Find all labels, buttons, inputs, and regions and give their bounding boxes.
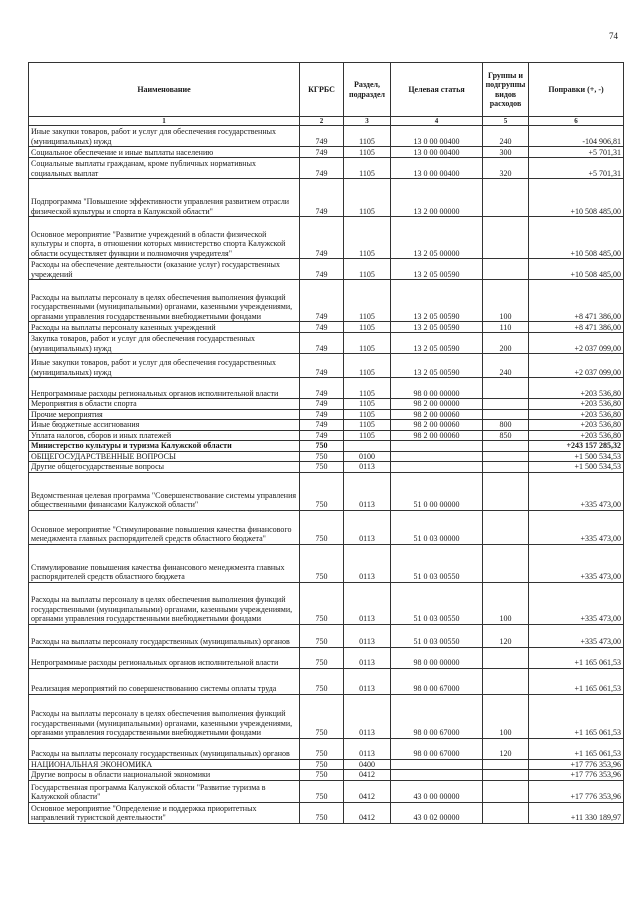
row-group: 300 <box>483 147 529 158</box>
row-name: Расходы на выплаты персоналу государственных (муниципальных) органов <box>29 738 300 759</box>
row-section: 1105 <box>344 179 391 217</box>
row-name: Закупка товаров, работ и услуг для обеспечения государственных (муниципальных) нужд <box>29 333 300 354</box>
column-index: 4 <box>391 117 483 126</box>
row-kgrbs: 749 <box>300 322 344 333</box>
row-section: 0113 <box>344 472 391 510</box>
row-amount: +8 471 386,00 <box>529 322 624 333</box>
row-group: 200 <box>483 333 529 354</box>
row-group: 110 <box>483 322 529 333</box>
row-section: 1105 <box>344 280 391 322</box>
row-kgrbs: 749 <box>300 179 344 217</box>
row-target: 13 2 05 00590 <box>391 280 483 322</box>
row-kgrbs: 749 <box>300 333 344 354</box>
header-kgrbs: КГРБС <box>300 63 344 117</box>
row-kgrbs: 750 <box>300 624 344 647</box>
row-target: 51 0 00 00000 <box>391 472 483 510</box>
row-target: 98 2 00 00060 <box>391 420 483 431</box>
table-row <box>29 510 624 544</box>
row-name: Уплата налогов, сборов и иных платежей <box>29 430 300 441</box>
row-kgrbs: 750 <box>300 802 344 823</box>
row-group: 100 <box>483 694 529 738</box>
row-section: 1105 <box>344 333 391 354</box>
table-row <box>29 430 624 441</box>
row-name: НАЦИОНАЛЬНАЯ ЭКОНОМИКА <box>29 759 300 770</box>
row-group <box>483 472 529 510</box>
row-amount: +5 701,31 <box>529 158 624 179</box>
row-name: Расходы на выплаты персоналу в целях обеспечения выполнения функций государственными (муниципальными) органами, казенными учреждениями, органами управления государственными внебюджетными фондами <box>29 280 300 322</box>
table-row <box>29 147 624 158</box>
row-target: 51 0 03 00550 <box>391 544 483 582</box>
table-row <box>29 409 624 420</box>
row-kgrbs: 750 <box>300 582 344 624</box>
row-group <box>483 409 529 420</box>
table-row <box>29 544 624 582</box>
table-row <box>29 668 624 694</box>
table-row <box>29 694 624 738</box>
row-target: 98 0 00 00000 <box>391 647 483 668</box>
column-index: 6 <box>529 117 624 126</box>
row-target: 98 2 00 00060 <box>391 409 483 420</box>
table-row <box>29 399 624 410</box>
row-kgrbs: 750 <box>300 544 344 582</box>
row-name: Подпрограмма "Повышение эффективности управления развитием отрасли физической культуры и спорта в Калужской области" <box>29 179 300 217</box>
row-amount: +243 157 285,32 <box>529 441 624 452</box>
row-amount: +203 536,80 <box>529 378 624 399</box>
row-name: Ведомственная целевая программа "Совершенствование системы управления общественными финансами Калужской области" <box>29 472 300 510</box>
row-kgrbs: 750 <box>300 441 344 452</box>
row-group <box>483 378 529 399</box>
row-section: 0412 <box>344 780 391 802</box>
row-name: Расходы на выплаты персоналу государственных (муниципальных) органов <box>29 624 300 647</box>
row-group <box>483 668 529 694</box>
row-target: 13 0 00 00400 <box>391 147 483 158</box>
header-name: Наименование <box>29 63 300 117</box>
row-section: 1105 <box>344 217 391 259</box>
row-target: 13 2 05 00590 <box>391 354 483 378</box>
header-amount: Поправки (+, -) <box>529 63 624 117</box>
row-kgrbs: 749 <box>300 430 344 441</box>
row-section: 0113 <box>344 582 391 624</box>
row-section: 0113 <box>344 510 391 544</box>
row-amount: +17 776 353,96 <box>529 780 624 802</box>
table-row <box>29 802 624 823</box>
row-name: Расходы на выплаты персоналу казенных учреждений <box>29 322 300 333</box>
row-group <box>483 399 529 410</box>
row-name: Иные бюджетные ассигнования <box>29 420 300 431</box>
table-row <box>29 624 624 647</box>
row-target: 98 2 00 00000 <box>391 399 483 410</box>
table-row <box>29 179 624 217</box>
row-kgrbs: 749 <box>300 217 344 259</box>
row-kgrbs: 749 <box>300 354 344 378</box>
row-group <box>483 259 529 280</box>
row-name: Социальное обеспечение и иные выплаты населению <box>29 147 300 158</box>
table-header-row <box>29 63 624 117</box>
table-row <box>29 770 624 781</box>
row-target: 98 2 00 00060 <box>391 430 483 441</box>
column-index: 5 <box>483 117 529 126</box>
row-name: Министерство культуры и туризма Калужской области <box>29 441 300 452</box>
row-amount: +2 037 099,00 <box>529 354 624 378</box>
table-row <box>29 472 624 510</box>
row-amount: +1 165 061,53 <box>529 668 624 694</box>
row-target: 98 0 00 67000 <box>391 694 483 738</box>
row-kgrbs: 750 <box>300 451 344 462</box>
row-group <box>483 780 529 802</box>
row-kgrbs: 750 <box>300 694 344 738</box>
row-amount: +1 165 061,53 <box>529 694 624 738</box>
row-group <box>483 179 529 217</box>
row-section: 1105 <box>344 259 391 280</box>
row-target: 43 0 02 00000 <box>391 802 483 823</box>
row-section: 1105 <box>344 409 391 420</box>
row-amount: +203 536,80 <box>529 420 624 431</box>
row-group <box>483 462 529 473</box>
row-group: 850 <box>483 430 529 441</box>
row-group: 120 <box>483 738 529 759</box>
row-section: 0113 <box>344 647 391 668</box>
table-row <box>29 647 624 668</box>
column-index: 1 <box>29 117 300 126</box>
row-section: 0113 <box>344 668 391 694</box>
row-name: Мероприятия в области спорта <box>29 399 300 410</box>
table-body <box>29 126 624 824</box>
row-group <box>483 759 529 770</box>
row-amount: +203 536,80 <box>529 399 624 410</box>
table-row <box>29 780 624 802</box>
table-row <box>29 378 624 399</box>
row-name: Прочие мероприятия <box>29 409 300 420</box>
table-row <box>29 217 624 259</box>
row-section: 1105 <box>344 322 391 333</box>
row-section: 1105 <box>344 147 391 158</box>
header-group: Группы и подгруппы видов расходов <box>483 63 529 117</box>
row-group <box>483 451 529 462</box>
row-target <box>391 462 483 473</box>
row-section: 1105 <box>344 354 391 378</box>
row-section: 1105 <box>344 430 391 441</box>
row-section: 0100 <box>344 451 391 462</box>
row-amount: +5 701,31 <box>529 147 624 158</box>
row-amount: +10 508 485,00 <box>529 217 624 259</box>
row-section: 0113 <box>344 544 391 582</box>
row-group: 240 <box>483 354 529 378</box>
row-name: Расходы на выплаты персоналу в целях обеспечения выполнения функций государственными (муниципальными) органами, казенными учреждениями, органами управления государственными внебюджетными фондами <box>29 582 300 624</box>
row-amount: +10 508 485,00 <box>529 259 624 280</box>
row-name: Расходы на выплаты персоналу в целях обеспечения выполнения функций государственными (муниципальными) органами, казенными учреждениями, органами управления государственными внебюджетными фондами <box>29 694 300 738</box>
row-kgrbs: 749 <box>300 158 344 179</box>
row-kgrbs: 750 <box>300 472 344 510</box>
row-section: 1105 <box>344 399 391 410</box>
row-kgrbs: 750 <box>300 462 344 473</box>
row-kgrbs: 749 <box>300 399 344 410</box>
row-amount: +1 165 061,53 <box>529 647 624 668</box>
row-group: 120 <box>483 624 529 647</box>
row-group <box>483 217 529 259</box>
row-target: 13 0 00 00400 <box>391 158 483 179</box>
row-target <box>391 770 483 781</box>
table-row <box>29 280 624 322</box>
row-section: 0113 <box>344 738 391 759</box>
row-amount: +335 473,00 <box>529 510 624 544</box>
row-target: 13 2 05 00590 <box>391 259 483 280</box>
row-amount: +203 536,80 <box>529 409 624 420</box>
row-amount: -104 906,81 <box>529 126 624 147</box>
row-name: Другие общегосударственные вопросы <box>29 462 300 473</box>
row-amount: +11 330 189,97 <box>529 802 624 823</box>
table-row <box>29 582 624 624</box>
row-name: Другие вопросы в области национальной экономики <box>29 770 300 781</box>
row-kgrbs: 750 <box>300 780 344 802</box>
row-group <box>483 770 529 781</box>
table-row <box>29 322 624 333</box>
row-amount: +1 500 534,53 <box>529 462 624 473</box>
column-index: 2 <box>300 117 344 126</box>
row-target: 51 0 03 00000 <box>391 510 483 544</box>
row-section: 0113 <box>344 694 391 738</box>
row-target: 13 2 05 00000 <box>391 217 483 259</box>
row-target: 51 0 03 00550 <box>391 582 483 624</box>
row-target: 98 0 00 67000 <box>391 738 483 759</box>
row-target: 13 2 05 00590 <box>391 333 483 354</box>
row-group <box>483 510 529 544</box>
row-target: 51 0 03 00550 <box>391 624 483 647</box>
row-name: Основное мероприятие "Развитие учреждений в области физической культуры и спорта, в отношении которых министерство спорта Калужской области осуществляет функции и полномочия учредителя" <box>29 217 300 259</box>
row-kgrbs: 749 <box>300 126 344 147</box>
table-row <box>29 462 624 473</box>
row-name: Основное мероприятие "Стимулирование повышения качества финансового менеджмента главных распорядителей средств областного бюджета" <box>29 510 300 544</box>
row-target: 13 2 00 00000 <box>391 179 483 217</box>
row-kgrbs: 750 <box>300 510 344 544</box>
table-row <box>29 451 624 462</box>
row-name: Основное мероприятие "Определение и поддержка приоритетных направлений туристской деятельности" <box>29 802 300 823</box>
row-name: Непрограммные расходы региональных органов исполнительной власти <box>29 647 300 668</box>
row-kgrbs: 749 <box>300 420 344 431</box>
row-amount: +1 165 061,53 <box>529 738 624 759</box>
row-amount: +10 508 485,00 <box>529 179 624 217</box>
header-target: Целевая статья <box>391 63 483 117</box>
column-index-row <box>29 117 624 126</box>
row-name: Иные закупки товаров, работ и услуг для обеспечения государственных (муниципальных) нужд <box>29 354 300 378</box>
row-name: Социальные выплаты гражданам, кроме публичных нормативных социальных выплат <box>29 158 300 179</box>
table-row <box>29 738 624 759</box>
row-target <box>391 441 483 452</box>
row-kgrbs: 750 <box>300 668 344 694</box>
row-group <box>483 441 529 452</box>
row-kgrbs: 749 <box>300 259 344 280</box>
row-group <box>483 647 529 668</box>
row-section: 1105 <box>344 420 391 431</box>
row-name: Иные закупки товаров, работ и услуг для обеспечения государственных (муниципальных) нужд <box>29 126 300 147</box>
row-group: 320 <box>483 158 529 179</box>
row-kgrbs: 750 <box>300 759 344 770</box>
row-amount: +17 776 353,96 <box>529 759 624 770</box>
row-amount: +1 500 534,53 <box>529 451 624 462</box>
row-target: 98 0 00 67000 <box>391 668 483 694</box>
row-kgrbs: 750 <box>300 738 344 759</box>
row-section: 1105 <box>344 158 391 179</box>
row-group <box>483 544 529 582</box>
row-section: 0412 <box>344 802 391 823</box>
row-amount: +8 471 386,00 <box>529 280 624 322</box>
row-amount: +335 473,00 <box>529 624 624 647</box>
row-amount: +203 536,80 <box>529 430 624 441</box>
row-section: 1105 <box>344 126 391 147</box>
row-name: Реализация мероприятий по совершенствованию системы оплаты труда <box>29 668 300 694</box>
row-section: 0113 <box>344 462 391 473</box>
row-section: 0113 <box>344 624 391 647</box>
row-target: 13 0 00 00400 <box>391 126 483 147</box>
row-section <box>344 441 391 452</box>
table-row <box>29 126 624 147</box>
budget-amendments-table <box>28 62 624 824</box>
row-section: 1105 <box>344 378 391 399</box>
table-row <box>29 441 624 452</box>
row-name: Стимулирование повышения качества финансового менеджмента главных распорядителей средств областного бюджета <box>29 544 300 582</box>
table-row <box>29 158 624 179</box>
row-amount: +335 473,00 <box>529 544 624 582</box>
row-section: 0412 <box>344 770 391 781</box>
row-group: 240 <box>483 126 529 147</box>
table-row <box>29 420 624 431</box>
row-kgrbs: 749 <box>300 280 344 322</box>
row-target <box>391 451 483 462</box>
table-row <box>29 354 624 378</box>
row-kgrbs: 749 <box>300 147 344 158</box>
row-target <box>391 759 483 770</box>
row-target: 98 0 00 00000 <box>391 378 483 399</box>
row-amount: +335 473,00 <box>529 582 624 624</box>
row-group: 100 <box>483 582 529 624</box>
row-name: Государственная программа Калужской области "Развитие туризма в Калужской области" <box>29 780 300 802</box>
table-row <box>29 259 624 280</box>
row-group <box>483 802 529 823</box>
row-name: Непрограммные расходы региональных органов исполнительной власти <box>29 378 300 399</box>
row-group: 100 <box>483 280 529 322</box>
row-amount: +17 776 353,96 <box>529 770 624 781</box>
row-name: Расходы на обеспечение деятельности (оказание услуг) государственных учреждений <box>29 259 300 280</box>
table-row <box>29 759 624 770</box>
row-amount: +335 473,00 <box>529 472 624 510</box>
table-row <box>29 333 624 354</box>
row-section: 0400 <box>344 759 391 770</box>
column-index: 3 <box>344 117 391 126</box>
row-kgrbs: 749 <box>300 378 344 399</box>
row-amount: +2 037 099,00 <box>529 333 624 354</box>
row-group: 800 <box>483 420 529 431</box>
row-kgrbs: 750 <box>300 647 344 668</box>
header-section: Раздел, подраздел <box>344 63 391 117</box>
row-kgrbs: 750 <box>300 770 344 781</box>
page-number: 74 <box>609 31 618 41</box>
row-target: 13 2 05 00590 <box>391 322 483 333</box>
row-target: 43 0 00 00000 <box>391 780 483 802</box>
row-kgrbs: 749 <box>300 409 344 420</box>
row-name: ОБЩЕГОСУДАРСТВЕННЫЕ ВОПРОСЫ <box>29 451 300 462</box>
